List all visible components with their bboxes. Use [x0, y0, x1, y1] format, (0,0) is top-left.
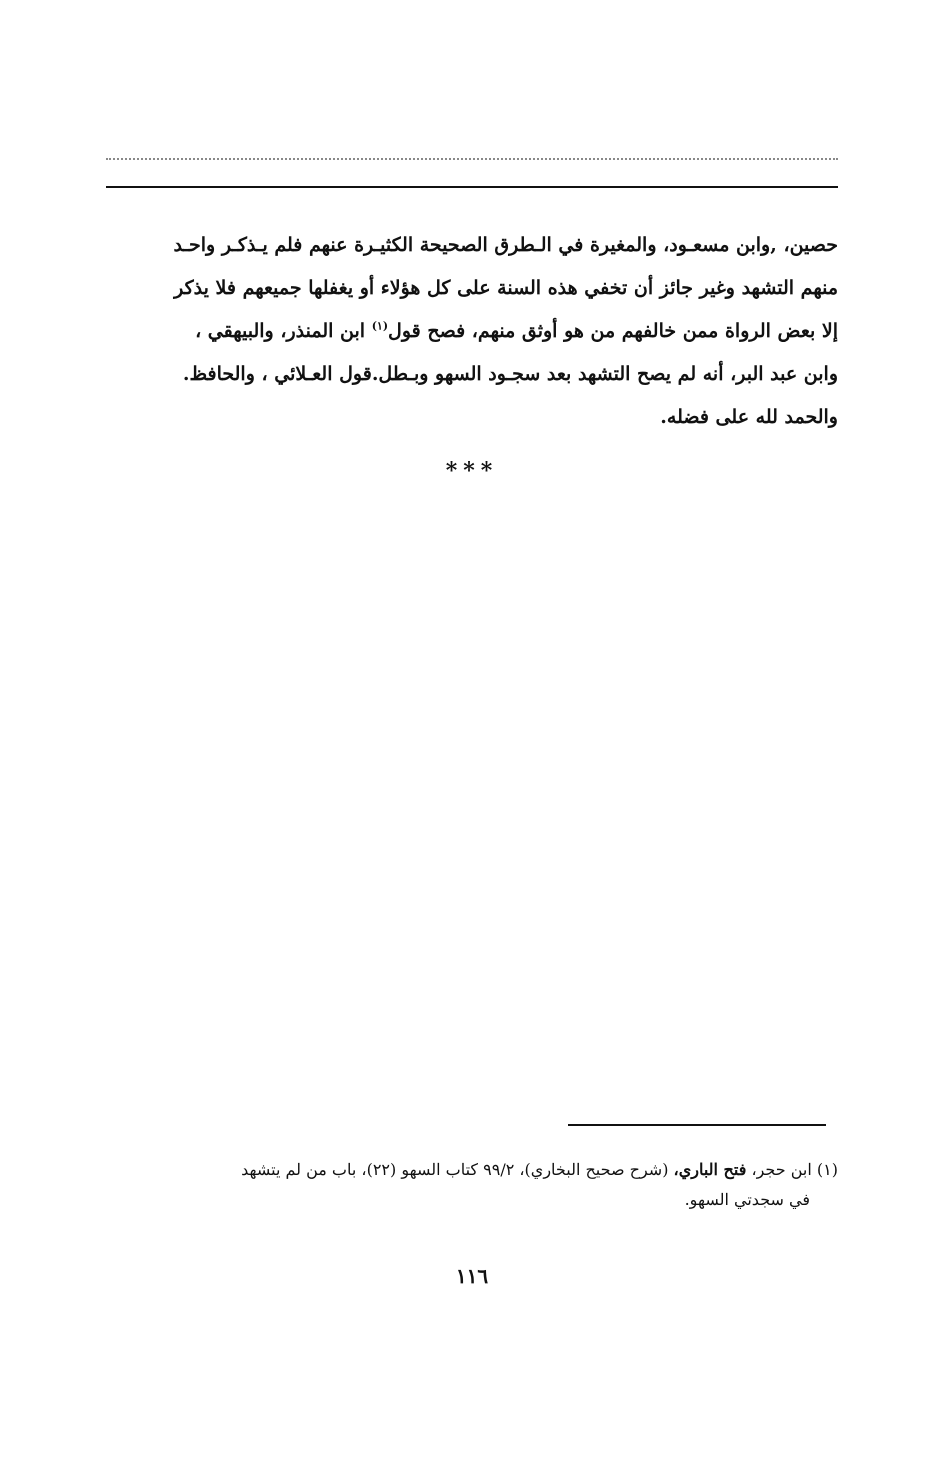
footnote-title: فتح الباري،: [673, 1160, 747, 1179]
footnote-citation: (شرح صحيح البخاري)، ٩٩/٢ كتاب السهو (٢٢)، باب من لم يتشهد: [241, 1160, 669, 1179]
footnote-line-2: في سجدتي السهو.: [684, 1190, 810, 1209]
footnote-author: ابن حجر،: [751, 1160, 812, 1179]
page-number: ١١٦: [455, 1264, 489, 1288]
header-dotted-rule: [106, 158, 838, 160]
main-paragraph: [106, 224, 838, 439]
body-line-5: والحمد لله على فضله.: [660, 406, 838, 428]
body-line-2: منهم التشهد وغير جائز أن تخفي هذه السنة على كل هؤلاء أو يغفلها جميعهم فلا يذكر: [174, 277, 838, 299]
footnote-number: (١): [816, 1160, 838, 1179]
body-line-3-part1: إلا بعض الرواة ممن خالفهم من هو أوثق منهم، فصح قول: [388, 320, 838, 342]
footnote-rule: [568, 1124, 826, 1126]
footnote: [106, 1155, 838, 1215]
body-line-4: وابن عبد البر، أنه لم يصح التشهد بعد سجـود السهو وبـطل.قول العـلائي ، والحافظ.: [182, 363, 838, 385]
footnote-reference: (١): [371, 319, 389, 333]
body-line-3: [106, 310, 838, 353]
header-solid-rule: [106, 186, 838, 188]
body-line-3-part2: ابن المنذر، والبيهقي ،: [195, 320, 366, 342]
section-separator: ***: [445, 458, 499, 484]
footnote-line-1: [106, 1155, 838, 1185]
body-line-1: حصين، ,وابن مسعـود، والمغيرة في الـطرق الصحيحة الكثيـرة عنهم فلم يـذكـر واحـد: [173, 234, 838, 256]
